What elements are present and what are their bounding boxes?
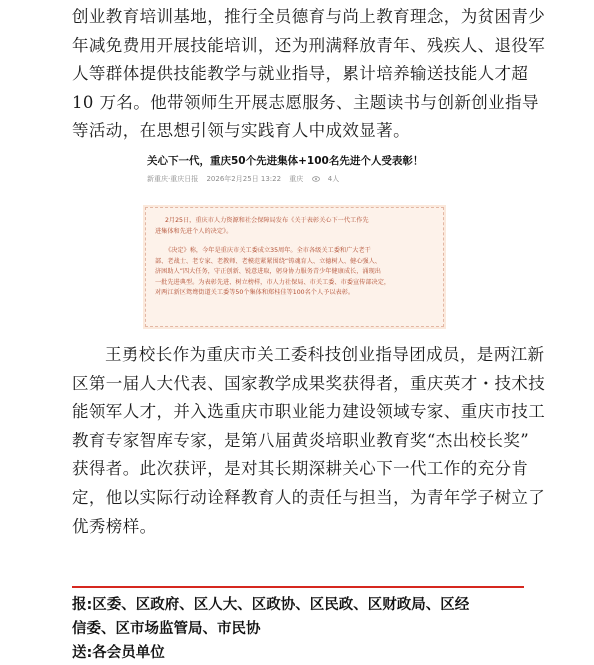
text-line: 教育专家智库专家，是第八届黄炎培职业教育奖“杰出校长奖” [72,430,530,450]
body-paragraph-2 [72,341,546,541]
text-line: 定，他以实际行动诠释教育人的责任与担当，为青年学子树立了 [72,487,546,507]
quote-paragraph-2 [155,246,435,299]
text-line: 能领军人才，并入选重庆市职业能力建设领域专家、重庆市技工 [72,402,546,422]
text-line: 区第一届人大代表、国家教学成果奖获得者，重庆英才・技术技 [72,373,546,393]
text-line: 王勇校长作为重庆市关工委科技创业指导团成员，是两江新 [105,345,545,364]
footer-line: 信委、区市场监管局、市民协 [72,621,261,637]
text-line: 优秀榜样。 [72,516,157,536]
news-place: 重庆 [289,175,304,183]
red-divider [72,586,524,588]
quote-line: 一批先进典型。为表彰先进、树立榜样，市人力社保局、市关工委、市委宣传部决定， [155,278,391,286]
quote-line: 进集体和先进个人的决定》。 [155,227,233,235]
text-line: 人等群体提供技能教学与就业指导，累计培养输送技能人才超 [72,64,529,84]
send-to-line [72,641,532,665]
news-source: 新重庆·重庆日报 [147,175,199,183]
news-screenshot-figure [137,147,454,335]
eye-icon [312,175,322,183]
footer-line: 报:区委、区政府、区人大、区政协、区民政、区财政局、区经 [72,597,470,613]
news-meta [147,174,345,184]
quote-line: 济困助人”四大任务，守正创新、锐意进取，躬身协力服务青少年健康成长，涌现出 [155,268,381,276]
quote-line: 2月25日，重庆市人力资源和社会保障局发布《关于表彰关心下一代工作先 [165,217,369,224]
quote-box [145,207,444,327]
text-line: 年减免费用开展技能培训，还为刑满释放青年、残疾人、退役军 [72,35,546,55]
news-date: 2026年2月25日 13:22 [206,175,282,183]
text-line: 等活动，在思想引领与实践育人中成效显著。 [72,121,410,141]
text-line: 获得者。此次获评，是对其长期深耕关心下一代工作的充分肯 [72,459,529,479]
quote-line: 《决定》称，今年是重庆市关工委成立35周年。全市各级关工委和广大老干 [165,247,371,254]
text-line: 10 万名。他带领师生开展志愿服务、主题读书与创新创业指导 [72,92,539,112]
quote-line: 部、老战士、老专家、老教师、老模范紧紧围绕“铸魂育人、立德树人、健心强人、 [155,257,381,265]
quote-line: 对两江新区鸳鸯街道关工委等50个集体和郑桂佳等100名个人予以表彰。 [155,289,355,297]
quote-paragraph-1 [155,216,435,237]
body-paragraph-1 [72,3,546,146]
text-line: 创业教育培训基地，推行全员德育与尚上教育理念，为贫困青少 [72,7,546,26]
news-headline: 关心下一代，重庆50个先进集体+100名先进个人受表彰！ [147,155,424,167]
footer-line: 送:各会员单位 [72,645,165,661]
report-to-list [72,593,532,641]
news-views: 4人 [327,175,340,183]
